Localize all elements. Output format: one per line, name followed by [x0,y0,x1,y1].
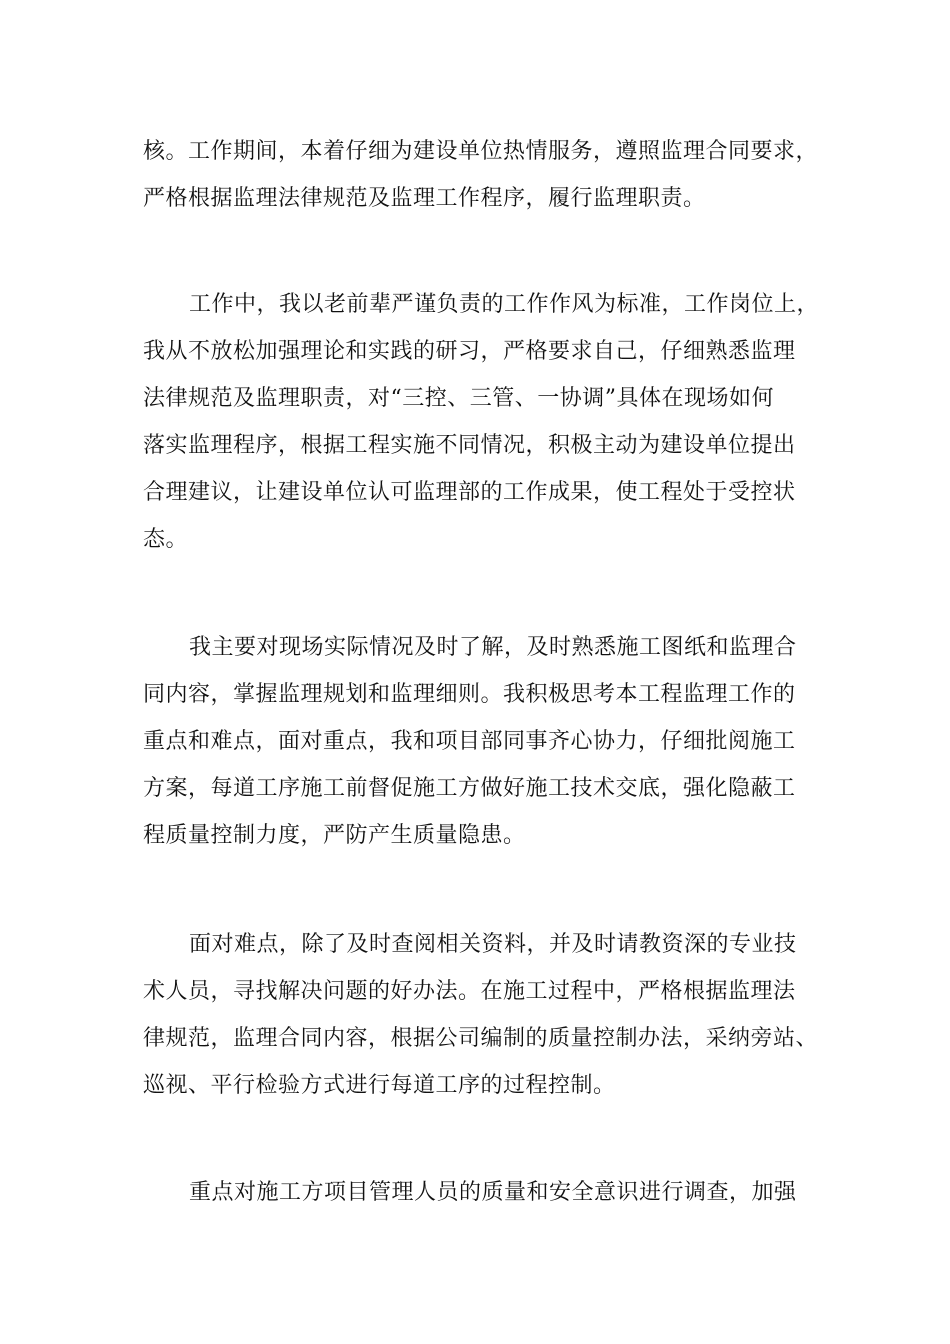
paragraph-line: 巡视、平行检验方式进行每道工序的过程控制。 [143,1073,616,1098]
paragraph-line: 程质量控制力度，严防产生质量隐患。 [143,823,526,848]
paragraph-line: 严格根据监理法律规范及监理工作程序，履行监理职责。 [143,186,706,211]
paragraph-4 [143,921,833,1109]
paragraph-1 [143,128,833,222]
paragraph-line: 态。 [143,527,189,552]
paragraph-line: 落实监理程序，根据工程实施不同情况，积极主动为建设单位提出 [143,433,796,458]
paragraph-line: 重点对施工方项目管理人员的质量和安全意识进行调查，加强 [189,1180,797,1205]
paragraph-line: 面对难点，除了及时查阅相关资料，并及时请教资深的专业技 [189,932,797,957]
paragraph-line: 律规范，监理合同内容，根据公司编制的质量控制办法，采纳旁站、 [143,1026,819,1051]
paragraph-line: 同内容，掌握监理规划和监理细则。我积极思考本工程监理工作的 [143,682,796,707]
paragraph-2 [143,281,833,563]
paragraph-line: 我主要对现场实际情况及时了解，及时熟悉施工图纸和监理合 [189,635,797,660]
paragraph-line: 我从不放松加强理论和实践的研习，严格要求自己，仔细熟悉监理 [143,339,796,364]
paragraph-line: 工作中，我以老前辈严谨负责的工作作风为标准，工作岗位上， [189,292,820,317]
paragraph-line: 合理建议，让建设单位认可监理部的工作成果，使工程处于受控状 [143,480,796,505]
paragraph-line: 核。工作期间，本着仔细为建设单位热情服务，遵照监理合同要求， [143,139,819,164]
paragraph-line: 重点和难点，面对重点，我和项目部同事齐心协力，仔细批阅施工 [143,729,796,754]
paragraph-line: 术人员，寻找解决问题的好办法。在施工过程中，严格根据监理法 [143,979,796,1004]
paragraph-3 [143,624,833,859]
paragraph-line: 方案，每道工序施工前督促施工方做好施工技术交底，强化隐蔽工 [143,776,796,801]
paragraph-5 [143,1169,833,1216]
paragraph-line: 法律规范及监理职责，对“三控、三管、一协调”具体在现场如何 [143,386,774,411]
